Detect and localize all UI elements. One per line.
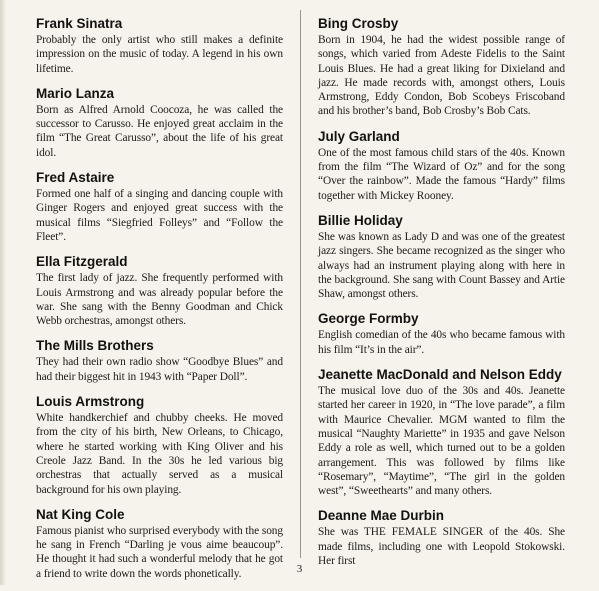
artist-name: Frank Sinatra (36, 16, 123, 31)
artist-description: Famous pianist who surprised everybody with the song he sang in French “Darling je vous aime beaucoup”. He thought it had such a wonderful melody that he got a friend to write down the words phonetically. (36, 524, 283, 580)
artist-entry (318, 213, 565, 301)
artist-description: They had their own radio show “Goodbye Blues” and had their biggest hit in 1943 with “Paper Doll”. (36, 356, 283, 383)
artist-entry (36, 16, 283, 76)
artist-entry (36, 394, 283, 497)
artist-entry (318, 129, 565, 203)
artist-entry (318, 16, 565, 119)
artist-description: White handkerchief and chubby cheeks. He moved from the city of his birth, New Orleans, to Chicago, where he started working with King Oliver and his Creole Jazz Band. In the 30s he led various big orchestras that actually served as a musical background for his own playing. (36, 412, 283, 496)
left-column (36, 16, 283, 591)
artist-entry (36, 170, 283, 244)
artist-entry (318, 367, 565, 498)
artist-description: English comedian of the 40s who became famous with his film “It’s in the air”. (318, 329, 565, 356)
artist-description: The musical love duo of the 30s and 40s. Jeanette started her career in 1920, in “The love parade”, a film with Maurice Chevalier. MGM wanted to film the musical “Naughty Mariette” in 1935 and gave Nelson Eddy a role as well, which turned out to be a golden arrangement. This was followed by films like “Rosemary”, “Maytime”, “The girl in the golden west”, “Sweethearts” and many others. (318, 385, 565, 498)
artist-entry (36, 86, 283, 160)
artist-description: Probably the only artist who still makes a definite impression on the music of today. A legend in his own lifetime. (36, 34, 283, 75)
artist-name: Ella Fitzgerald (36, 254, 128, 270)
artist-description: She was known as Lady D and was one of the greatest jazz singers. She became recognized as the singer who always had an instrument playing along with here in the background. She sang with Count Bassey and Artie Shaw, amongst others. (318, 230, 565, 301)
artist-name: Billie Holiday (318, 212, 403, 228)
artist-name: Nat King Cole (36, 506, 125, 522)
artist-description: The first lady of jazz. She frequently performed with Louis Armstrong and was already popular before the war. She sang with the Benny Goodman and Chick Webb orchestras, amongst others. (36, 272, 283, 328)
artist-description: One of the most famous child stars of the 40s. Known from the film “The Wizard of Oz” and for the song “Over the rainbow”. Made the famous “Hardy” films together with Mickey Rooney. (318, 146, 565, 202)
artist-description: She was THE FEMALE SINGER of the 40s. She made films, including one with Leopold Stokowski. Her first (318, 526, 565, 568)
artist-entry (318, 311, 565, 357)
artist-name: George Formby (318, 311, 419, 327)
artist-name: Mario Lanza (36, 85, 115, 101)
artist-name: Louis Armstrong (36, 394, 145, 410)
page-number: 3 (296, 563, 303, 575)
artist-name: Deanne Mae Durbin (318, 508, 445, 524)
artist-entry (36, 338, 283, 384)
artist-description: Formed one half of a singing and dancing couple with Ginger Rogers and enjoyed great success with the musical films “Siegfried Folleys” and “Follow the Fleet”. (36, 188, 283, 243)
artist-name: July Garland (318, 128, 400, 144)
artist-name: The Mills Brothers (36, 338, 154, 354)
artist-entry (36, 254, 283, 328)
right-column (318, 16, 565, 578)
artist-description: Born in 1904, he had the widest possible range of songs, which varied from Adeste Fidelis to the Saint Louis Blues. He had a great liking for Dixieland and jazz. He made records with, amongst others, Louis Armstrong, Eddy Condon, Bob Scobeys Friscoband and his brother’s band, Bob Crosby’s Bob Cats. (318, 34, 565, 118)
page-edge-shadow (0, 0, 6, 585)
artist-description: Born as Alfred Arnold Coocoza, he was called the successor to Carusso. He enjoyed great acclaim in the film “The Great Carusso”, about the life of his great idol. (36, 103, 283, 159)
artist-entry (318, 508, 565, 568)
column-divider (300, 10, 301, 558)
artist-name: Jeanette MacDonald and Nelson Eddy (318, 367, 562, 383)
artist-name: Bing Crosby (318, 16, 399, 31)
artist-name: Fred Astaire (36, 170, 115, 186)
